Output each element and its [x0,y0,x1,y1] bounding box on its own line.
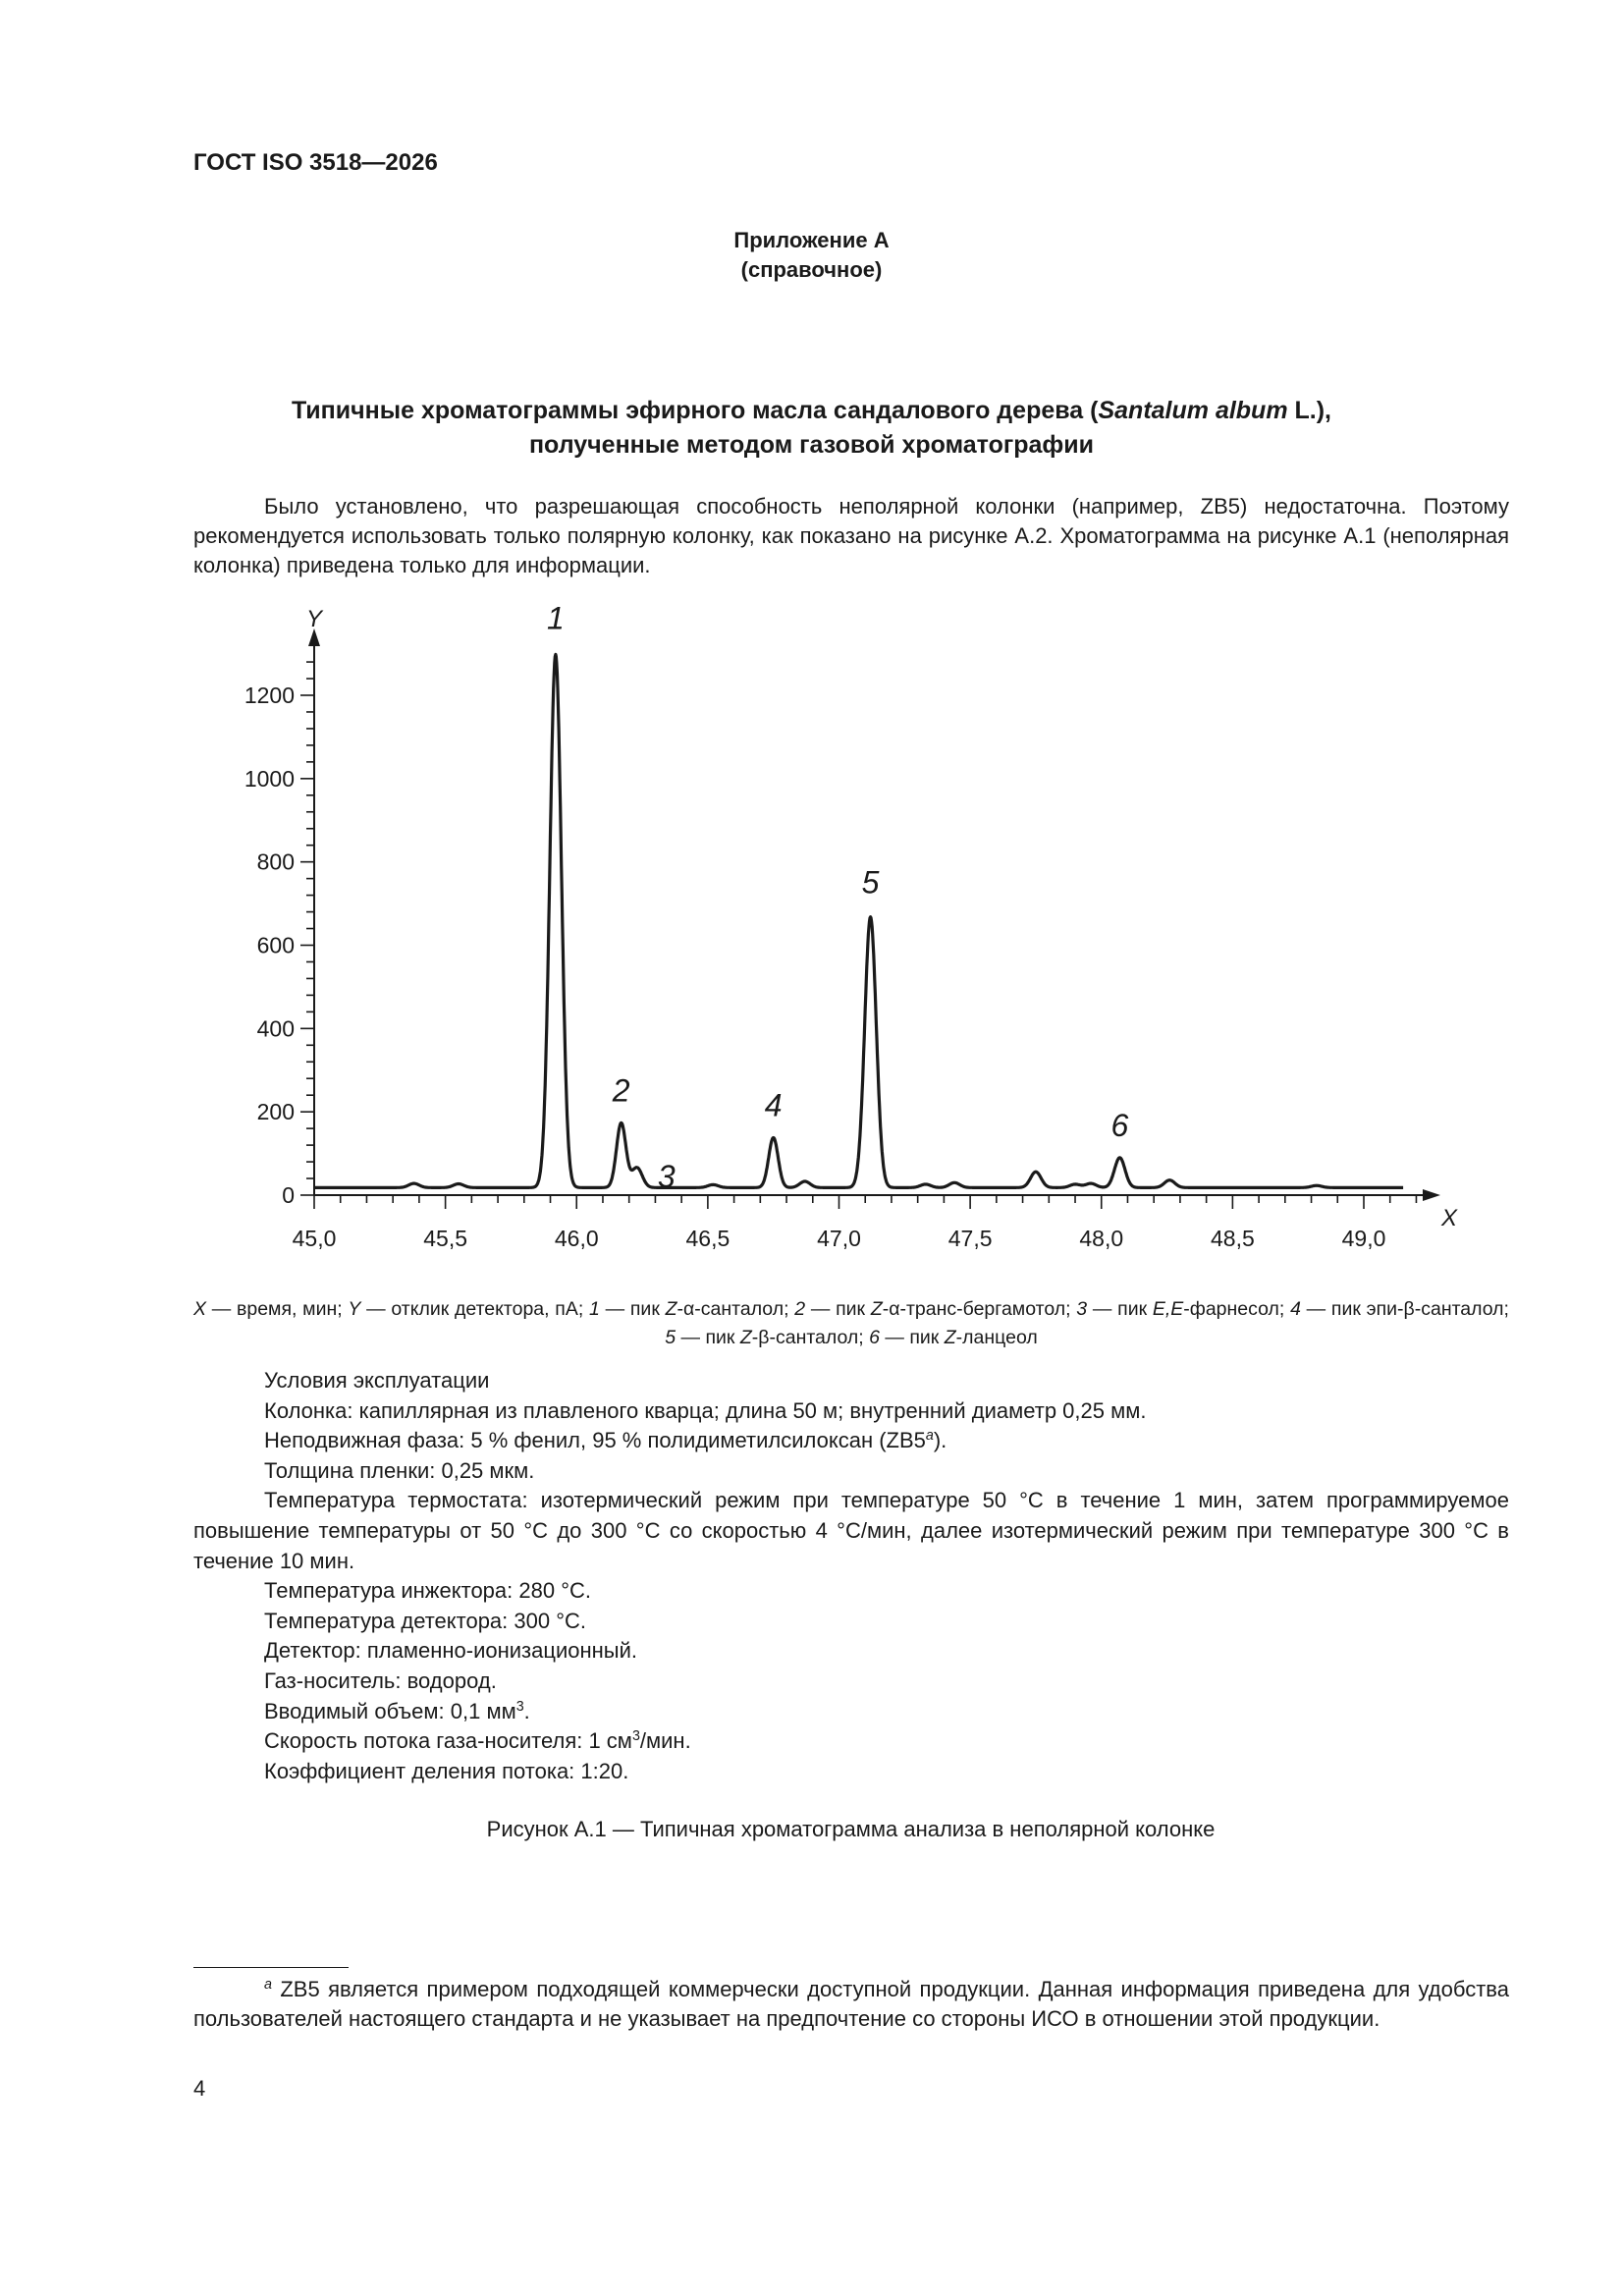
condition-text: ). [933,1428,947,1453]
superscript: 3 [631,1728,640,1745]
condition-flow [193,1726,1509,1757]
superscript: 3 [515,1698,524,1715]
condition-text: Вводимый объем: 0,1 мм [264,1698,516,1723]
footnote-mark: a [264,1977,272,1994]
peak-label-4: 4 [764,1087,783,1123]
x-tick-label: 46,0 [554,1226,599,1251]
condition-split: Коэффициент деления потока: 1:20. [264,1758,629,1783]
peak-label-3: 3 [657,1159,676,1195]
chart-tick-labels [244,683,1386,1251]
legend-text: Z [944,1327,956,1348]
x-tick-label: 47,5 [947,1226,993,1251]
condition-phase [193,1426,1509,1456]
footnote-ref: a [925,1428,934,1445]
legend-text: 1 [589,1298,600,1320]
y-tick-label: 1200 [243,683,295,708]
legend-text: -α-транс-бергамотол; [882,1298,1077,1320]
condition-text: Скорость потока газа-носителя: 1 см [264,1728,632,1754]
condition-text: /мин. [639,1728,691,1754]
legend-text: — пик [805,1298,871,1320]
legend-text: — пик [880,1327,945,1348]
legend-text: E,E [1152,1298,1184,1320]
x-tick-label: 45,5 [423,1226,468,1251]
legend-text: -фарнесол; [1183,1298,1291,1320]
peak-label-2: 2 [612,1072,630,1109]
peak-label-6: 6 [1110,1107,1129,1143]
operating-conditions [193,1366,1509,1786]
species-name: Santalum album [1098,397,1288,424]
footnote-body: ZB5 является примером подходящей коммерчески доступной продукции. Данная информация приведена для удобства пользователей настоящего стандарта и не указывает на предпочтение со стороны ИСО в отношении этой продукции. [193,1977,1509,2031]
condition-carrier: Газ-носитель: водород. [264,1667,497,1693]
legend-text: Y [348,1298,361,1320]
document-header: ГОСТ ISO 3518—2026 [193,149,438,176]
intro-text: Было установлено, что разрешающая способность неполярной колонки (например, ZB5) недостаточна. Поэтому рекомендуется использовать только полярную колонку, как показано на рисунке А.2. Хроматограмма на рисунке А.1 (неполярная колонка) приведена только для информации. [193,494,1509,577]
condition-column: Колонка: капиллярная из плавленого кварца; длина 50 м; внутренний диаметр 0,25 мм. [264,1397,1147,1423]
legend-text: — пик [599,1298,666,1320]
x-axis-label: X [1441,1205,1458,1231]
x-tick-label: 48,0 [1079,1226,1124,1251]
y-axis-label: Y [306,606,323,632]
y-tick-label: 1000 [243,765,295,792]
y-tick-label: 600 [256,932,295,958]
condition-text: . [523,1698,530,1723]
legend-text: Z [665,1298,677,1320]
condition-detector: Детектор: пламенно-ионизационный. [264,1638,637,1664]
legend-text: 2 [794,1298,806,1320]
chromatogram-trace [314,654,1403,1187]
footnote-divider [193,1967,349,1968]
legend-text: — пик [1087,1298,1153,1320]
y-tick-label: 200 [256,1099,295,1125]
legend-text: -β-санталол; [751,1327,870,1348]
y-tick-label: 800 [256,848,295,875]
footnote [193,1975,1509,2034]
legend-text: Z [870,1298,883,1320]
legend-text: X [193,1298,207,1320]
title-text: Типичные хроматограммы эфирного масла сандалового дерева ( [291,397,1099,424]
legend-text: — пик эпи-β-санталол; [1300,1298,1509,1320]
section-title-line2: полученные методом газовой хроматографии [528,431,1095,459]
legend-text: — время, мин; [206,1298,349,1320]
annex-status: (справочное) [740,257,883,282]
condition-film: Толщина пленки: 0,25 мкм. [264,1457,535,1483]
legend-text: Z [739,1327,752,1348]
footnote-text [193,1977,1509,2031]
legend-text: 5 [665,1327,676,1348]
chart-peak-labels [547,600,1129,1194]
figure-title: Рисунок А.1 — Типичная хроматограмма анализа в неполярной колонке [486,1817,1216,1841]
condition-oven: Температура термостата: изотермический режим при температуре 50 °С в течение 1 мин, затем программируемое повышение температуры от 50 °С до 300 °С со скоростью 4 °С/мин, далее изотермический режим при температуре 300 °С в течение 10 мин. [193,1488,1509,1573]
figure-legend [193,1295,1509,1352]
y-tick-label: 400 [256,1015,295,1042]
x-tick-label: 47,0 [817,1226,861,1251]
x-tick-label: 49,0 [1341,1226,1386,1251]
peak-label-5: 5 [861,864,880,901]
conditions-heading: Условия эксплуатации [264,1368,490,1393]
annex-label: Приложение А [733,228,890,252]
x-tick-label: 48,5 [1210,1226,1255,1251]
legend-text: 4 [1290,1298,1301,1320]
legend-text: 3 [1076,1298,1088,1320]
chart-axes [308,629,1440,1201]
chart-ticks [300,662,1416,1209]
legend-text: -α-санталол; [676,1298,795,1320]
condition-injector: Температура инжектора: 280 °С. [264,1578,591,1604]
y-tick-label: 0 [282,1182,295,1208]
legend-text: 6 [869,1327,880,1348]
condition-detector-temp: Температура детектора: 300 °С. [264,1608,587,1633]
title-text: L.), [1287,397,1331,424]
legend-text: — отклик детектора, пА; [360,1298,590,1320]
legend-text: — пик [676,1327,740,1348]
condition-volume [193,1697,1509,1727]
x-axis-arrow [1423,1189,1440,1201]
condition-text: Неподвижная фаза: 5 % фенил, 95 % полидиметилсилоксан (ZB5 [264,1428,926,1453]
legend-text: -ланцеол [955,1327,1038,1348]
peak-label-1: 1 [546,600,565,636]
page-number: 4 [193,2076,206,2101]
x-tick-label: 46,5 [685,1226,730,1251]
x-tick-label: 45,0 [292,1226,337,1251]
